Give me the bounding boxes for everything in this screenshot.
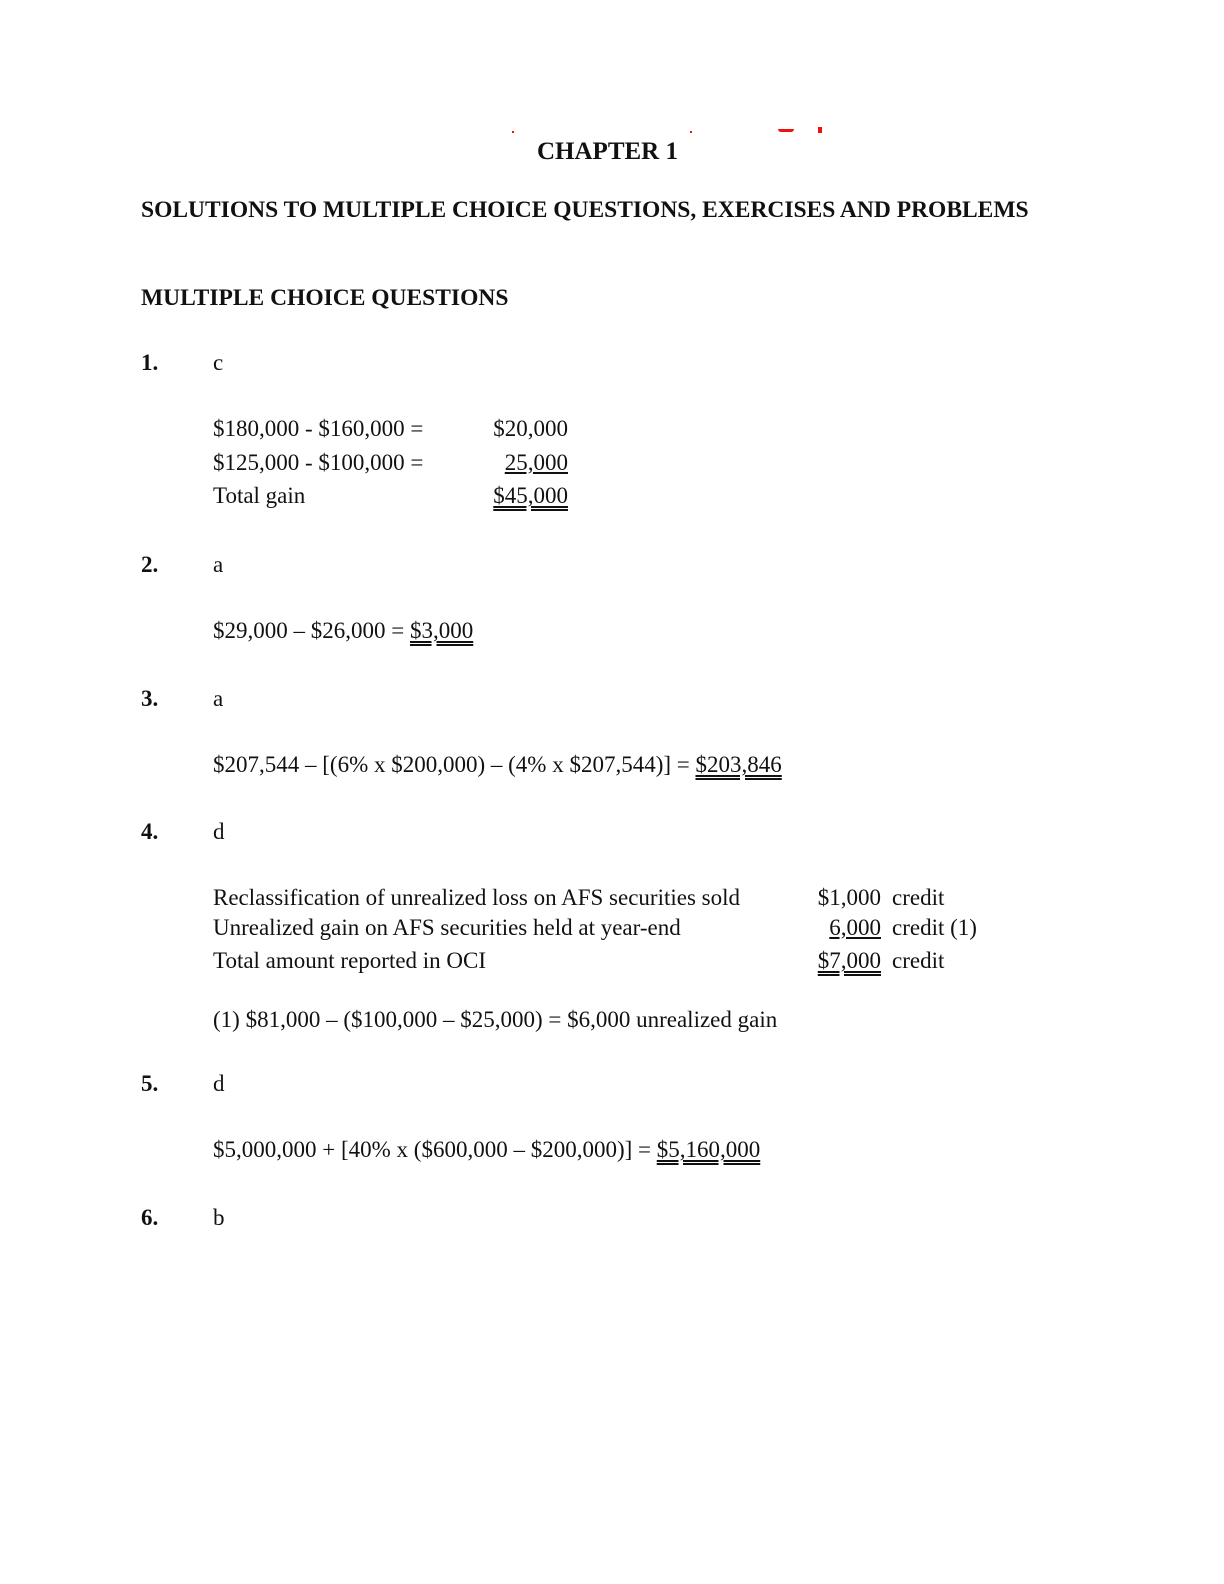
oci-label: Reclassification of unrealized loss on AFS securities sold [213,885,740,910]
red-mark [778,129,794,132]
oci-value: $1,000 [817,885,881,910]
calc-result: $3,000 [409,618,474,643]
red-mark [818,127,822,133]
footnote: (1) $81,000 – ($100,000 – $25,000) = $6,000 unrealized gain [213,1007,778,1032]
red-mark [512,131,514,133]
calc-result: $5,160,000 [656,1137,761,1162]
question-number: 2. [141,552,159,577]
calc-line: $207,544 – [(6% x $200,000) – (4% x $207,544)] = $203,846 [213,752,782,777]
oci-note: credit [892,885,945,910]
question-answer: d [213,819,225,844]
question-number: 1. [141,350,159,375]
question-answer: a [213,552,224,577]
oci-label: Unrealized gain on AFS securities held at year-end [213,915,681,940]
calc-value-underlined: 25,000 [504,450,568,475]
question-number: 3. [141,686,159,711]
red-mark [690,131,692,133]
calc-result: $203,846 [695,752,782,777]
question-number: 4. [141,819,159,844]
calc-label: Total gain [213,483,306,508]
calc-label: $125,000 - $100,000 = [213,450,424,475]
question-answer: c [213,350,224,375]
calc-label: $180,000 - $160,000 = [213,416,424,441]
calc-value: $20,000 [493,416,568,441]
question-answer: b [213,1205,225,1230]
oci-note: credit [892,948,945,973]
calc-line: $5,000,000 + [40% x ($600,000 – $200,000)] = $5,160,000 [213,1137,761,1162]
question-answer: a [213,686,224,711]
oci-total: $7,000 [817,948,881,973]
chapter-title: CHAPTER 1 [537,138,678,165]
section-title: SOLUTIONS TO MULTIPLE CHOICE QUESTIONS, EXERCISES AND PROBLEMS [141,197,1029,223]
subsection-title: MULTIPLE CHOICE QUESTIONS [141,285,509,311]
calc-line: $29,000 – $26,000 = $3,000 [213,618,474,643]
question-answer: d [213,1071,225,1096]
question-number: 6. [141,1205,159,1230]
oci-value-underlined: 6,000 [829,915,881,940]
oci-note: credit (1) [892,915,977,940]
oci-label: Total amount reported in OCI [213,948,487,973]
calc-total: $45,000 [493,483,568,508]
question-number: 5. [141,1071,159,1096]
